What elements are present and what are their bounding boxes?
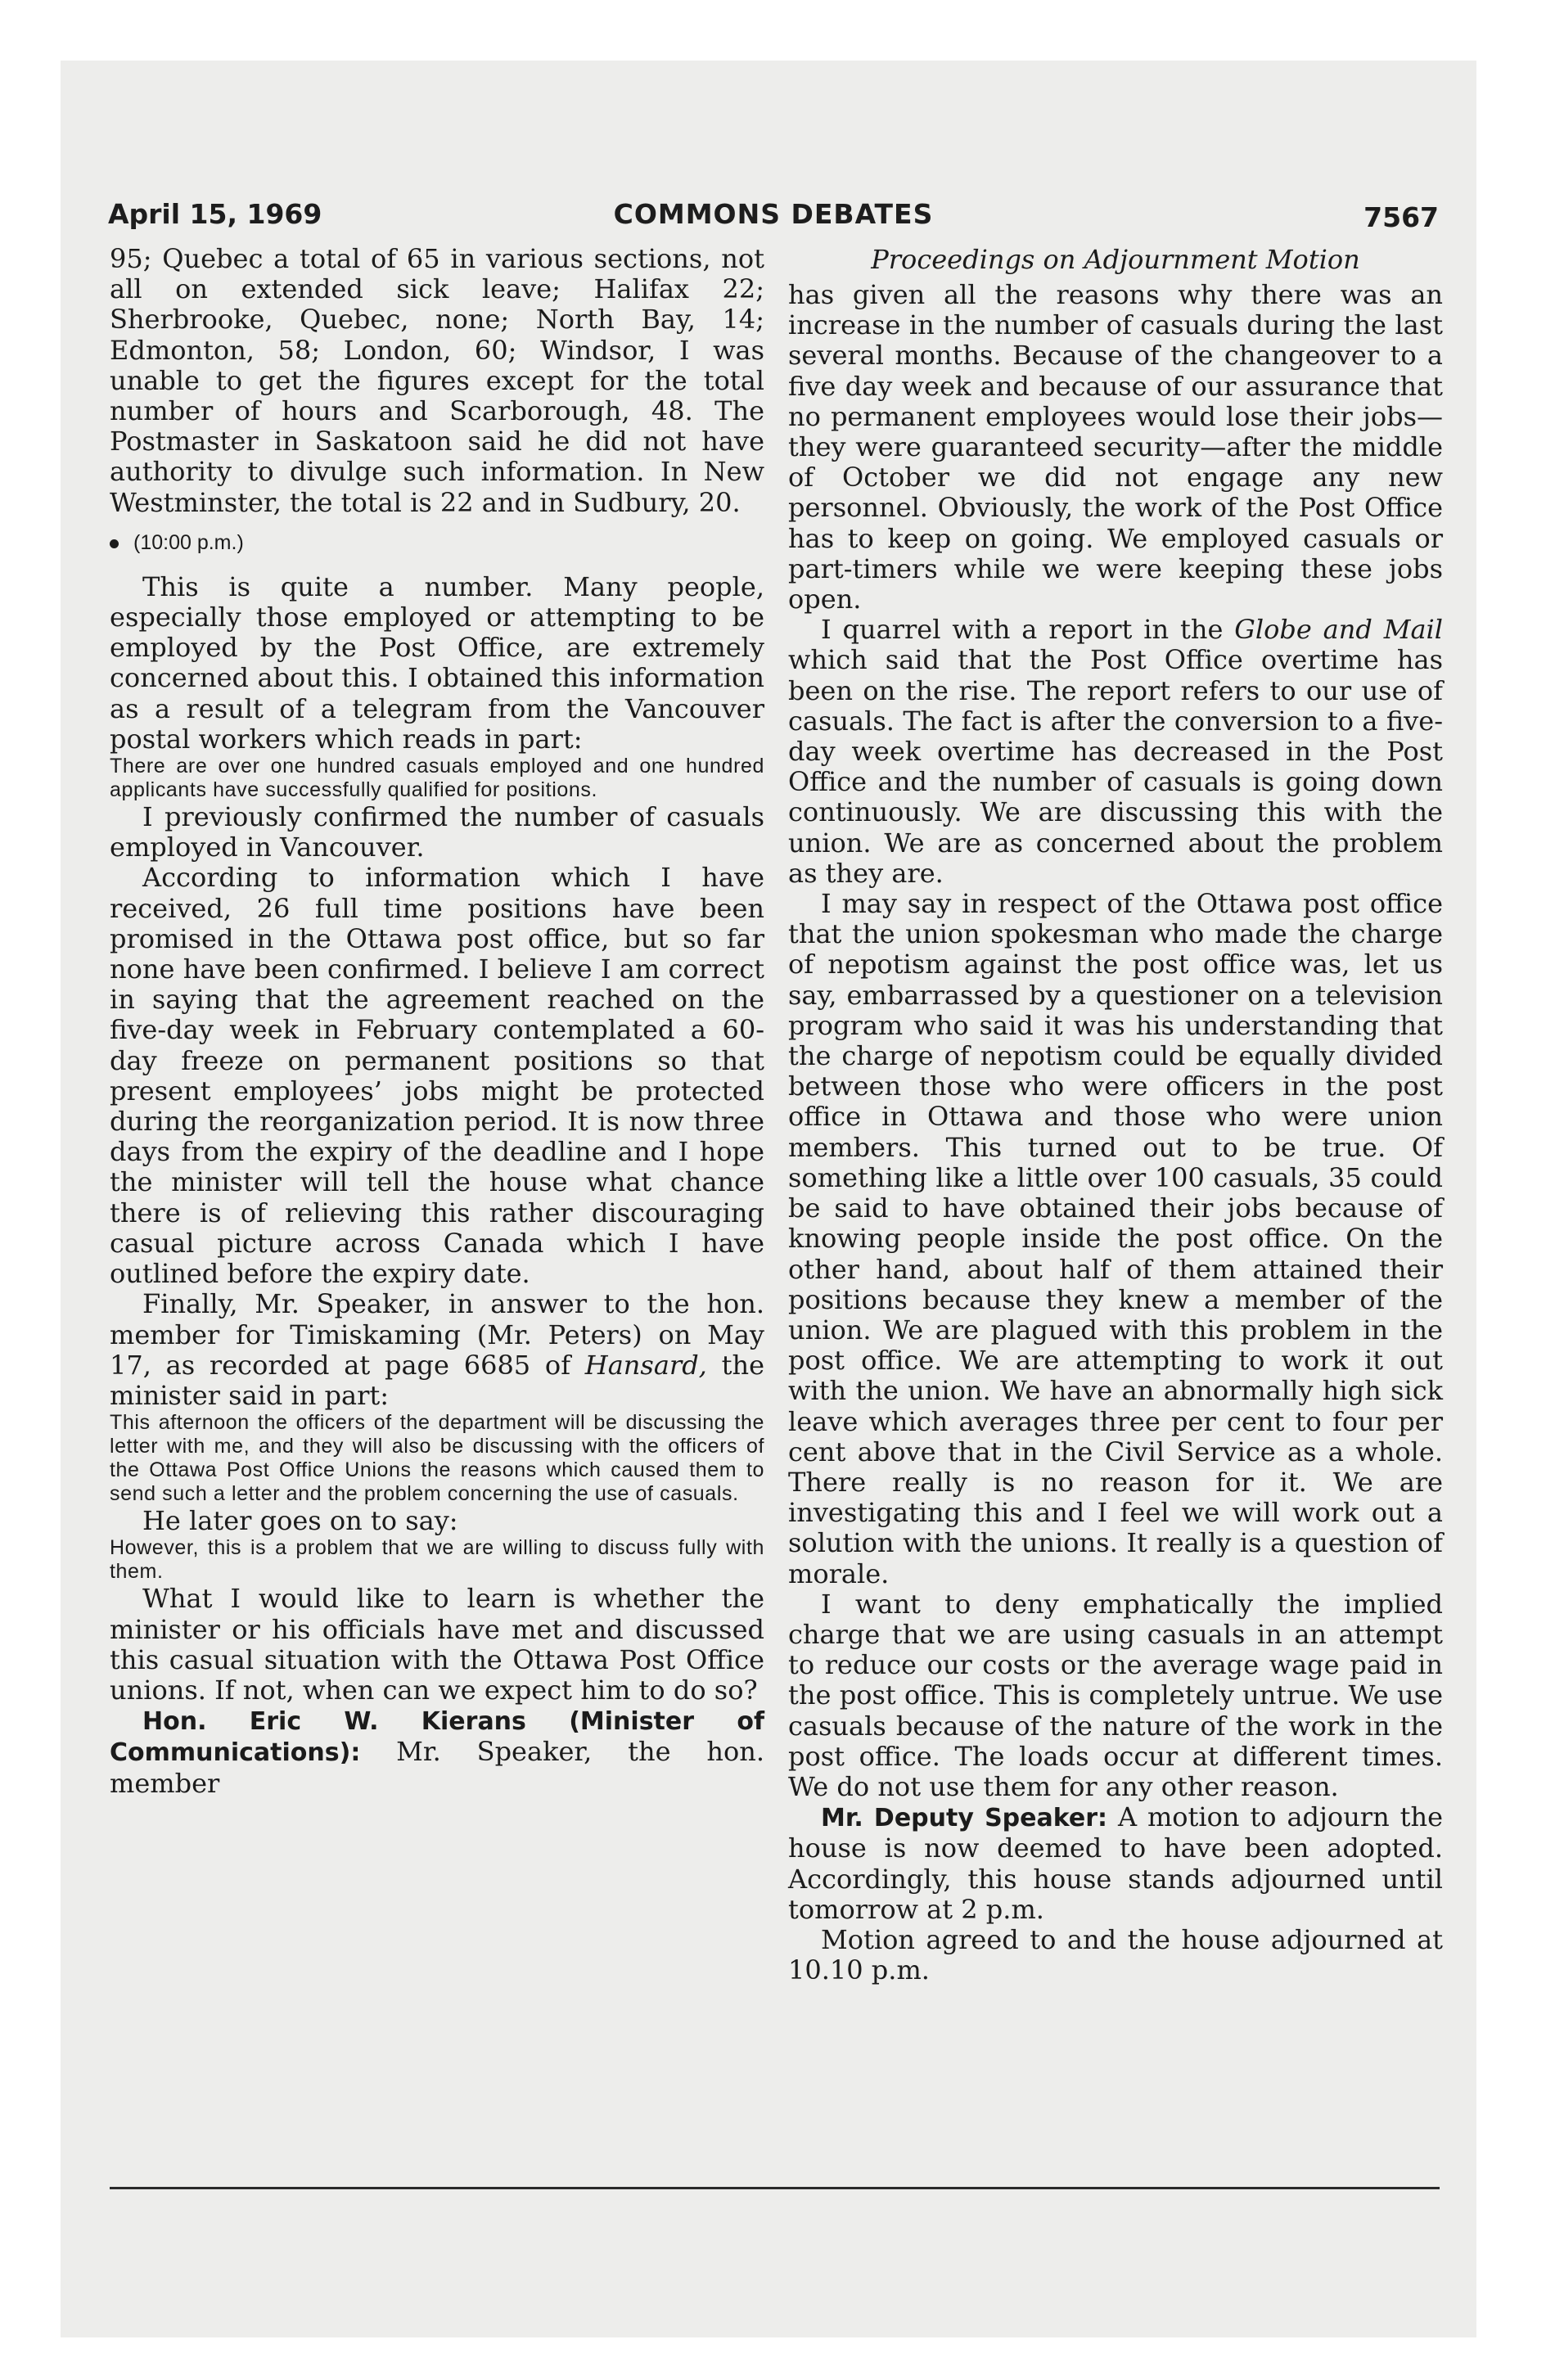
- speech-text: Mr. Speaker, the hon. member: [110, 1736, 764, 1799]
- paragraph: According to information which I have received, 26 full time positions have been promised in the Ottawa post office, but so far none have been confirmed. I believe I am correct in saying that the agreement reached on the five-day week in February contemplated a 60-day freeze on permanent positions so that present employees’ jobs might be protected during the reorganization period. It is now three days from the expiry of the deadline and I hope the minister will tell the house what chance there is of relieving this rather discouraging casual picture across Canada which I have outlined before the expiry date.: [110, 862, 764, 1290]
- header-title: COMMONS DEBATES: [613, 198, 934, 230]
- paragraph: I want to deny emphatically the implied charge that we are using casuals in an attempt to reduce our costs or the average wage paid in the post office. This is completely untrue. We use casuals because of the nature of the work in the post office. The loads occur at different times. We do not use them for any other reason.: [788, 1588, 1443, 1802]
- running-head: Proceedings on Adjournment Motion: [871, 244, 1360, 275]
- paragraph: I previously confirmed the number of casuals employed in Vancouver.: [110, 801, 764, 863]
- italic-reference: Globe and Mail: [1234, 614, 1444, 646]
- page-header: [108, 198, 1439, 236]
- paragraph: I may say in respect of the Ottawa post office that the union spokesman who made the charge of nepotism against the post office was, let us say, embarrassed by a questioner on a television program who said it was his understanding that the charge of nepotism could be equally divided between those who were officers in the post office in Ottawa and those who were union members. This turned out to be true. Of something like a little over 100 casuals, 35 could be said to have obtained their jobs because of knowing people inside the post office. On the other hand, about half of them attained their positions because they knew a member of the union. We are plagued with this problem in the post office. We are attempting to work it out with the union. We have an abnormally high sick leave which averages three per cent to four per cent above that in the Civil Service as a whole. There really is no reason for it. We are investigating this and I feel we will work out a solution with the unions. It really is a question of morale.: [788, 888, 1443, 1589]
- bottom-rule: [110, 2187, 1440, 2189]
- quotation: This afternoon the officers of the department will be discussing the letter with me, and they will also be discussing with the officers of the Ottawa Post Office Unions the reasons which caused them to send such a letter and the problem concerning the use of casuals.: [110, 1411, 764, 1506]
- time-marker-text: (10:00 p.m.): [133, 530, 244, 554]
- speaker-name: Mr. Deputy Speaker:: [821, 1804, 1108, 1833]
- quotation: There are over one hundred casuals employed and one hundred applicants have successfully qualified for positions.: [110, 755, 764, 802]
- paragraph: What I would like to learn is whether the minister or his officials have met and discussed this casual situation with the Ottawa Post Office unions. If not, when can we expect him to do so?: [110, 1583, 764, 1706]
- page-number: 7567: [1363, 201, 1439, 233]
- left-column: [110, 244, 764, 1799]
- paragraph: This is quite a number. Many people, especially those employed or attempting to be employed by the Post Office, are extremely concerned about this. I obtained this information as a result of a telegram from the Vancouver postal workers which reads in part:: [110, 570, 764, 755]
- paragraph: [110, 1289, 764, 1411]
- italic-reference: Hansard,: [584, 1349, 707, 1381]
- paragraph: He later goes on to say:: [142, 1505, 458, 1537]
- quotation: However, this is a problem that we are willing to discuss fully with them.: [110, 1536, 764, 1584]
- paragraph-text: Finally, Mr. Speaker, in answer to the hon. member for Timiskaming (Mr. Peters) on May 17, as recorded at page 6685 of: [110, 1288, 764, 1381]
- paragraph-text: the minister said in part:: [110, 1349, 765, 1411]
- speaker-name: Hon. Eric W. Kierans (Minister of Communications):: [110, 1707, 764, 1768]
- speech-text: A motion to adjourn the house is now deemed to have been adopted. Accordingly, this house stands adjourned until tomorrow at 2 p.m.: [788, 1801, 1444, 1925]
- paragraph: has given all the reasons why there was an increase in the number of casuals during the last several months. Because of the changeover to a five day week and because of our assurance that no permanent employees would lose their jobs—they were guaranteed security—after the middle of October we did not engage any new personnel. Obviously, the work of the Post Office has to keep on going. We employed casuals or part-timers while we were keeping these jobs open.: [788, 279, 1443, 615]
- bullet-icon: [110, 539, 119, 548]
- time-marker: [110, 526, 764, 559]
- paragraph: 95; Quebec a total of 65 in various sections, not all on extended sick leave; Halifax 22; Sherbrooke, Quebec, none; North Bay, 14; Edmonton, 58; London, 60; Windsor, I was unable to get the figures except for the total number of hours and Scarborough, 48. The Postmaster in Saskatoon said he did not have authority to divulge such information. In New Westminster, the total is 22 and in Sudbury, 20.: [110, 243, 764, 518]
- speech: [788, 1802, 1443, 1925]
- right-column: [788, 244, 1443, 1986]
- header-date: April 15, 1969: [108, 198, 322, 230]
- paragraph-text: which said that the Post Office overtime has been on the rise. The report refers to our use of casuals. The fact is after the conversion to a five-day week overtime has decreased in the Post Office and the number of casuals is going down continuously. We are discussing this with the union. We are as concerned about the problem as they are.: [788, 644, 1443, 889]
- paragraph: Motion agreed to and the house adjourned at 10.10 p.m.: [788, 1923, 1443, 1986]
- speech: [110, 1706, 764, 1799]
- paragraph: [788, 615, 1443, 889]
- paragraph-text: I quarrel with a report in the: [821, 614, 1235, 646]
